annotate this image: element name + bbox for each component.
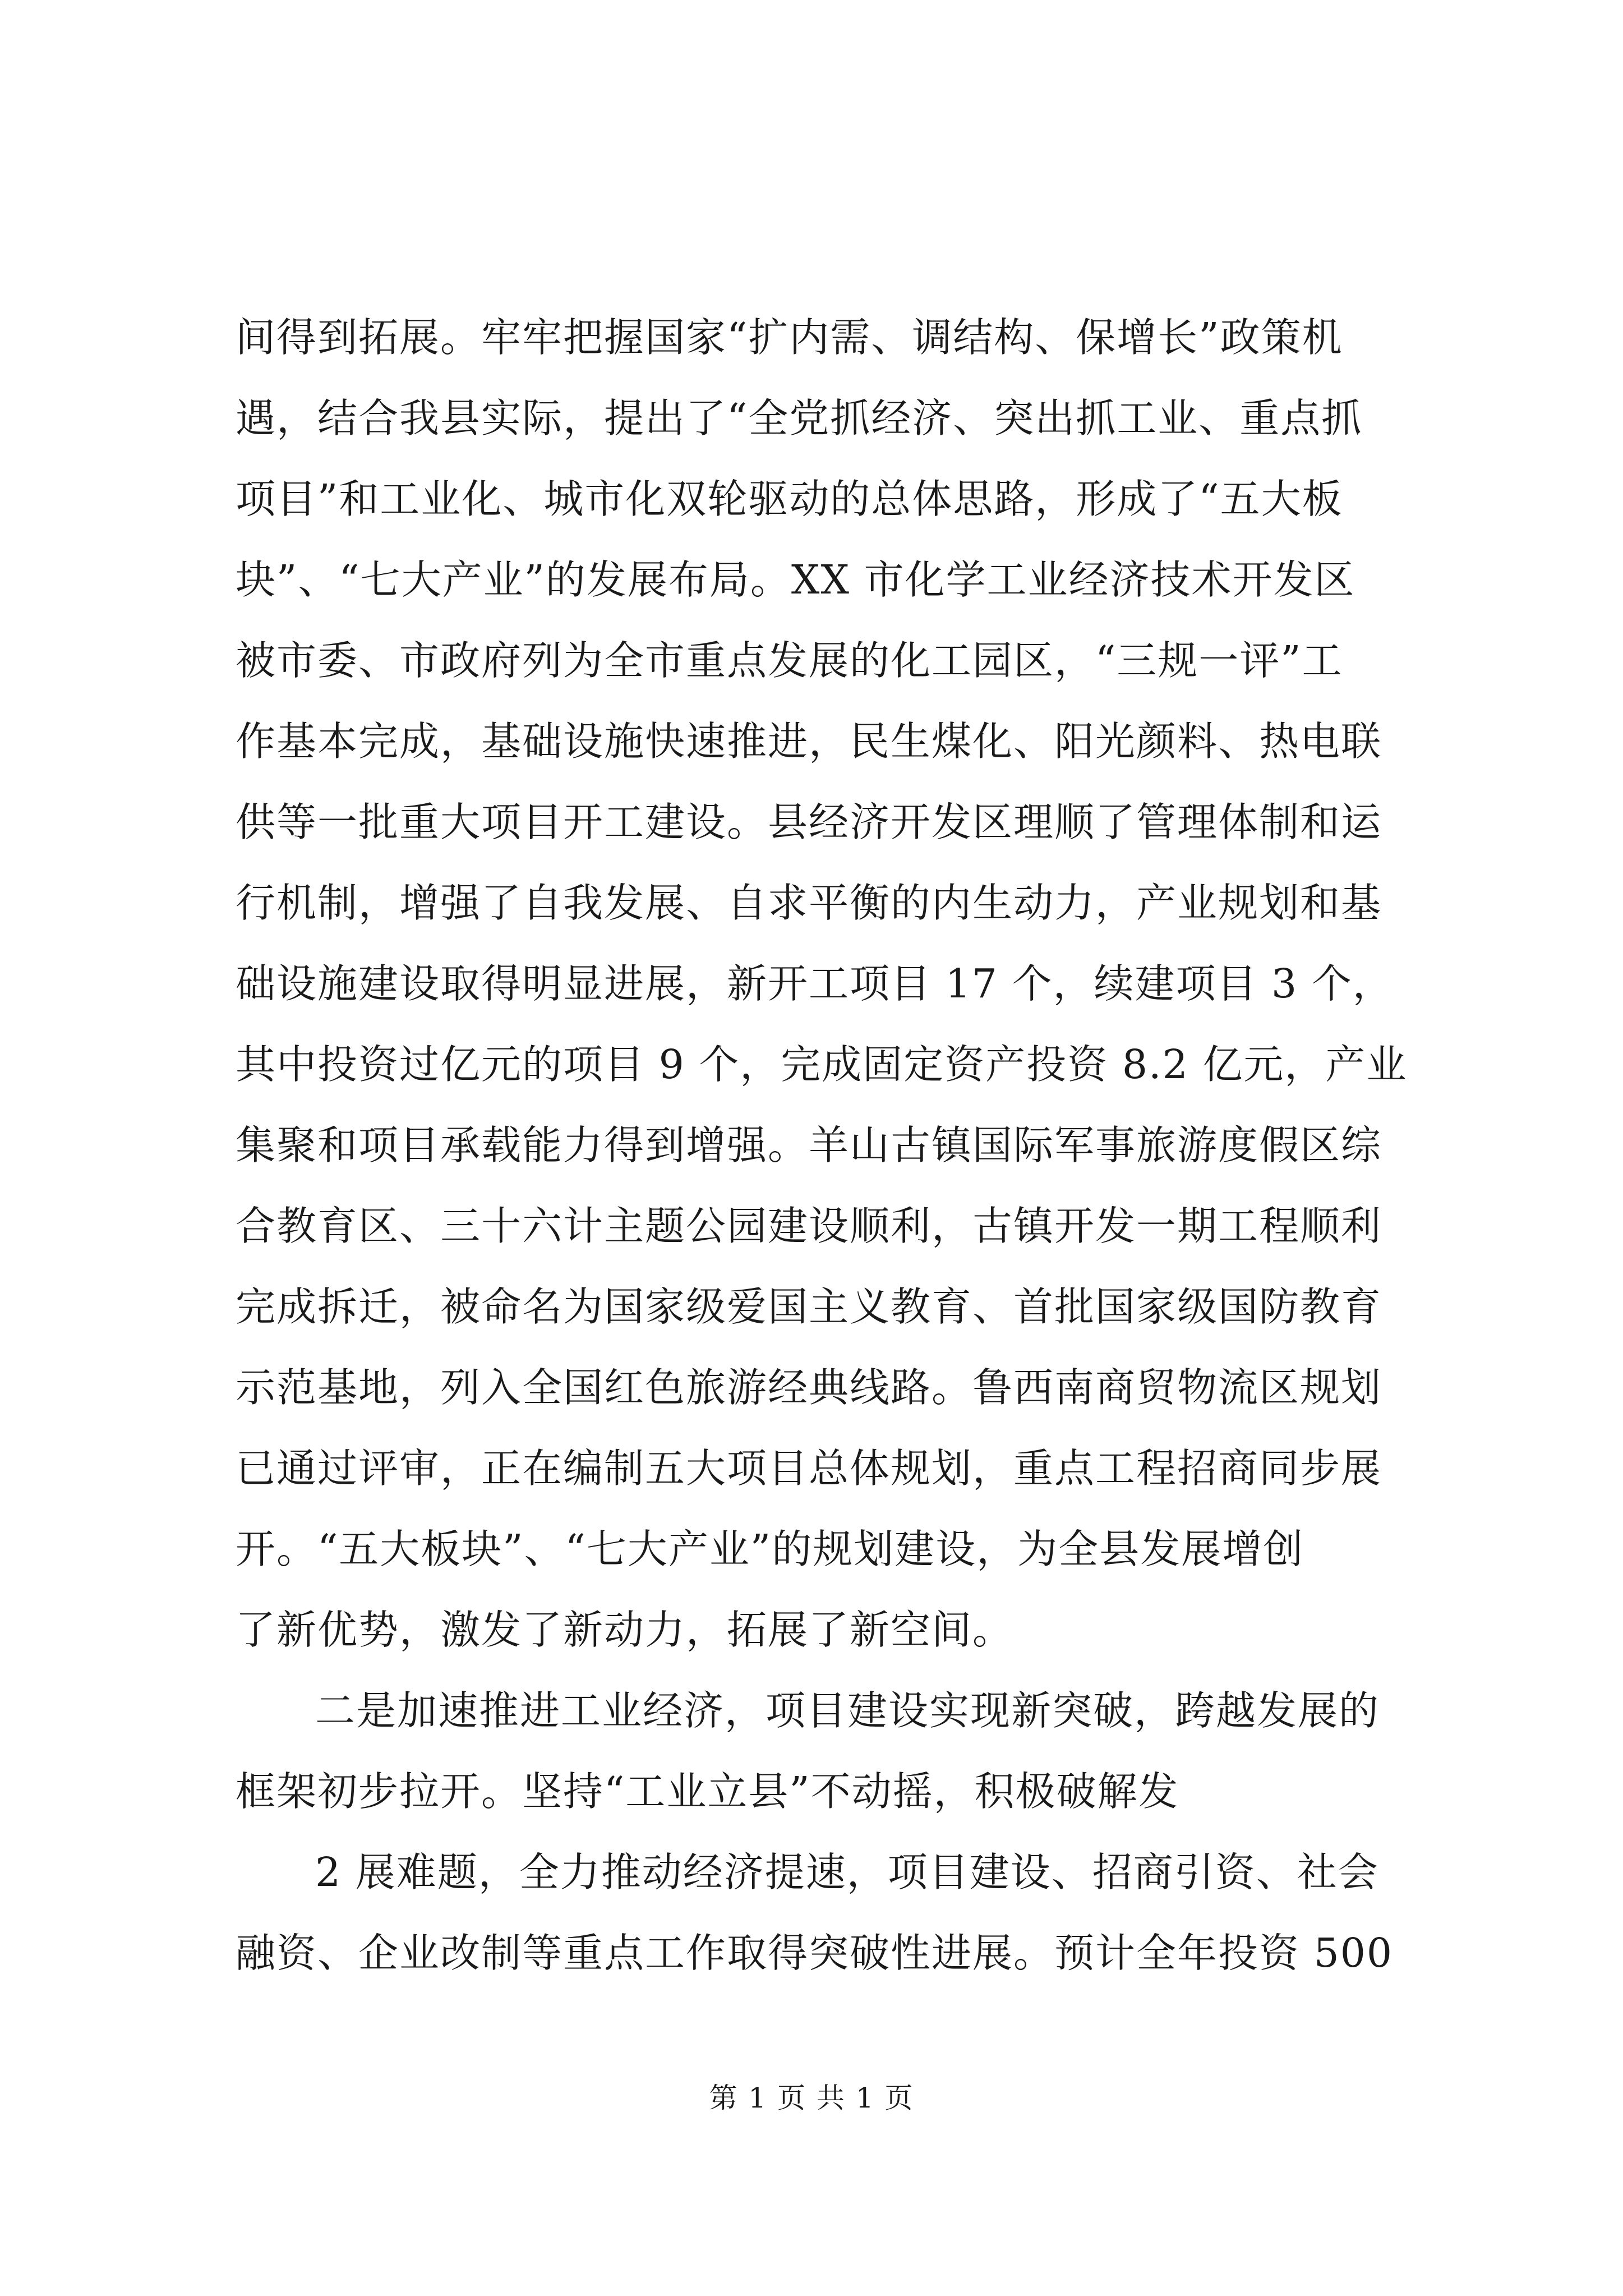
document-body (236, 297, 1424, 1994)
text-line: 遇，结合我县实际，提出了“全党抓经济、突出抓工业、重点抓 (236, 395, 1363, 441)
text-line: 间得到拓展。牢牢把握国家“扩内需、调结构、保增长”政策机 (236, 314, 1343, 361)
page-footer (0, 2076, 1623, 2120)
text-line: 开。“五大板块”、“七大产业”的规划建设，为全县发展增创 (236, 1526, 1304, 1572)
text-line: 完成拆迁，被命名为国家级爱国主义教育、首批国家级国防教育 (236, 1283, 1382, 1330)
text-line: 示范基地，列入全国红色旅游经典线路。鲁西南商贸物流区规划 (236, 1364, 1382, 1411)
text-line: 础设施建设取得明显进展，新开工项目 17 个，续建项目 3 个， (236, 960, 1394, 1007)
text-line: 供等一批重大项目开工建设。县经济开发区理顺了管理体制和运 (236, 799, 1382, 845)
text-line: 其中投资过亿元的项目 9 个，完成固定资产投资 8.2 亿元，产业 (236, 1041, 1408, 1088)
text-line: 项目”和工业化、城市化双轮驱动的总体思路，形成了“五大板 (236, 476, 1343, 522)
text-line: 集聚和项目承载能力得到增强。羊山古镇国际军事旅游度假区综 (236, 1122, 1382, 1168)
text-line: 行机制，增强了自我发展、自求平衡的内生动力，产业规划和基 (236, 880, 1382, 926)
text-line: 被市委、市政府列为全市重点发展的化工园区，“三规一评”工 (236, 637, 1343, 684)
text-line: 了新优势，激发了新动力，拓展了新空间。 (236, 1607, 1014, 1653)
text-line: 块”、“七大产业”的发展布局。XX 市化学工业经济技术开发区 (236, 556, 1355, 603)
page-number-label: 第 1 页 共 1 页 (709, 2082, 914, 2114)
text-line: 已通过评审，正在编制五大项目总体规划，重点工程招商同步展 (236, 1445, 1382, 1492)
text-line: 合教育区、三十六计主题公园建设顺利，古镇开发一期工程顺利 (236, 1203, 1382, 1249)
text-line: 作基本完成，基础设施快速推进，民生煤化、阳光颜料、热电联 (236, 718, 1382, 765)
paragraph-start-line: 2 展难题，全力推动经济提速，项目建设、招商引资、社会 (315, 1849, 1379, 1895)
text-line: 框架初步拉开。坚持“工业立县”不动摇，积极破解发 (236, 1768, 1179, 1815)
text-line: 融资、企业改制等重点工作取得突破性进展。预计全年投资 500 (236, 1930, 1394, 1976)
paragraph-start-line: 二是加速推进工业经济，项目建设实现新突破，跨越发展的 (315, 1687, 1380, 1734)
